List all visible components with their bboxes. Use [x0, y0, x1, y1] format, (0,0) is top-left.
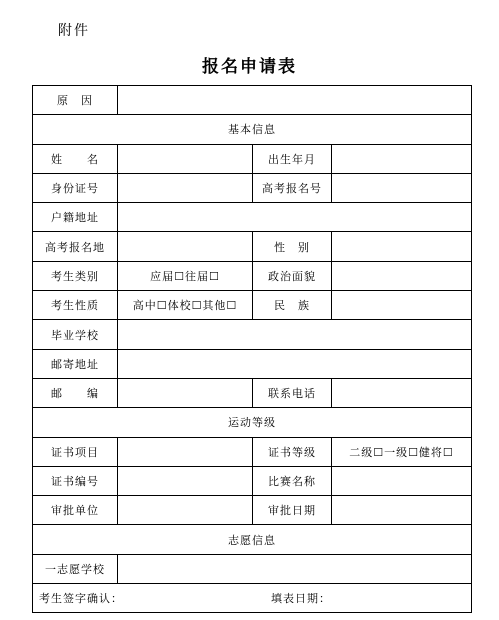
phone-field[interactable] — [332, 378, 472, 407]
postcode-field[interactable] — [118, 378, 253, 407]
competition-name-label: 比赛名称 — [253, 466, 332, 495]
reason-field[interactable] — [118, 86, 472, 115]
exam-reg-no-label: 高考报名号 — [253, 173, 332, 202]
cert-level-label: 证书等级 — [253, 437, 332, 466]
postcode-label: 邮 编 — [33, 378, 118, 407]
candidate-type-options[interactable]: 应届☐往届☐ — [118, 261, 253, 290]
approval-date-label: 审批日期 — [253, 496, 332, 525]
row-reason — [33, 86, 472, 115]
exam-reg-no-field[interactable] — [332, 173, 472, 202]
candidate-type-label: 考生类别 — [33, 261, 118, 290]
gender-field[interactable] — [332, 232, 472, 261]
row-cert-no-competition — [33, 466, 472, 495]
name-field[interactable] — [118, 144, 253, 173]
birth-field[interactable] — [332, 144, 472, 173]
row-name-birth — [33, 144, 472, 173]
cert-no-field[interactable] — [118, 466, 253, 495]
approval-unit-label: 审批单位 — [33, 496, 118, 525]
political-status-field[interactable] — [332, 261, 472, 290]
graduate-school-field[interactable] — [118, 320, 472, 349]
exam-reg-place-label: 高考报名地 — [33, 232, 118, 261]
political-status-label: 政治面貌 — [253, 261, 332, 290]
competition-name-field[interactable] — [332, 466, 472, 495]
row-postcode-phone — [33, 378, 472, 407]
household-field[interactable] — [118, 203, 472, 232]
row-cert-item-level — [33, 437, 472, 466]
cert-no-label: 证书编号 — [33, 466, 118, 495]
basic-info-section-title: 基本信息 — [33, 115, 472, 144]
row-household — [33, 203, 472, 232]
birth-label: 出生年月 — [253, 144, 332, 173]
form-title: 报名申请表 — [202, 57, 297, 77]
signature-row[interactable] — [33, 584, 472, 613]
sport-level-section-title: 运动等级 — [33, 408, 472, 437]
cert-item-field[interactable] — [118, 437, 253, 466]
preference-section-title: 志愿信息 — [33, 525, 472, 554]
graduate-school-label: 毕业学校 — [33, 320, 118, 349]
candidate-nature-label: 考生性质 — [33, 291, 118, 320]
phone-label: 联系电话 — [253, 378, 332, 407]
ethnicity-label: 民 族 — [253, 291, 332, 320]
reason-label: 原 因 — [33, 86, 118, 115]
gender-label: 性 别 — [253, 232, 332, 261]
candidate-nature-options[interactable]: 高中☐体校☐其他☐ — [118, 291, 253, 320]
signature-label: 考生签字确认： — [39, 592, 123, 606]
approval-unit-field[interactable] — [118, 496, 253, 525]
row-type-political — [33, 261, 472, 290]
name-label: 姓 名 — [33, 144, 118, 173]
approval-date-field[interactable] — [332, 496, 472, 525]
id-number-field[interactable] — [118, 173, 253, 202]
mailing-address-label: 邮寄地址 — [33, 349, 118, 378]
row-sport-level-header — [33, 408, 472, 437]
first-choice-field[interactable] — [118, 554, 472, 583]
row-school — [33, 320, 472, 349]
id-number-label: 身份证号 — [33, 173, 118, 202]
row-mailing — [33, 349, 472, 378]
exam-reg-place-field[interactable] — [118, 232, 253, 261]
row-preference-header — [33, 525, 472, 554]
ethnicity-field[interactable] — [332, 291, 472, 320]
row-first-choice — [33, 554, 472, 583]
row-signature — [33, 584, 472, 613]
mailing-address-field[interactable] — [118, 349, 472, 378]
registration-form-table — [32, 85, 472, 613]
first-choice-label: 一志愿学校 — [33, 554, 118, 583]
row-id-examno — [33, 173, 472, 202]
cert-level-options[interactable]: 二级☐一级☐健将☐ — [332, 437, 472, 466]
row-approval — [33, 496, 472, 525]
fill-date-label: 填表日期： — [271, 592, 331, 606]
row-exam-place-gender — [33, 232, 472, 261]
attachment-label: 附件 — [58, 23, 90, 39]
cert-item-label: 证书项目 — [33, 437, 118, 466]
household-label: 户籍地址 — [33, 203, 118, 232]
row-basic-info-header — [33, 115, 472, 144]
row-nature-ethnicity — [33, 291, 472, 320]
